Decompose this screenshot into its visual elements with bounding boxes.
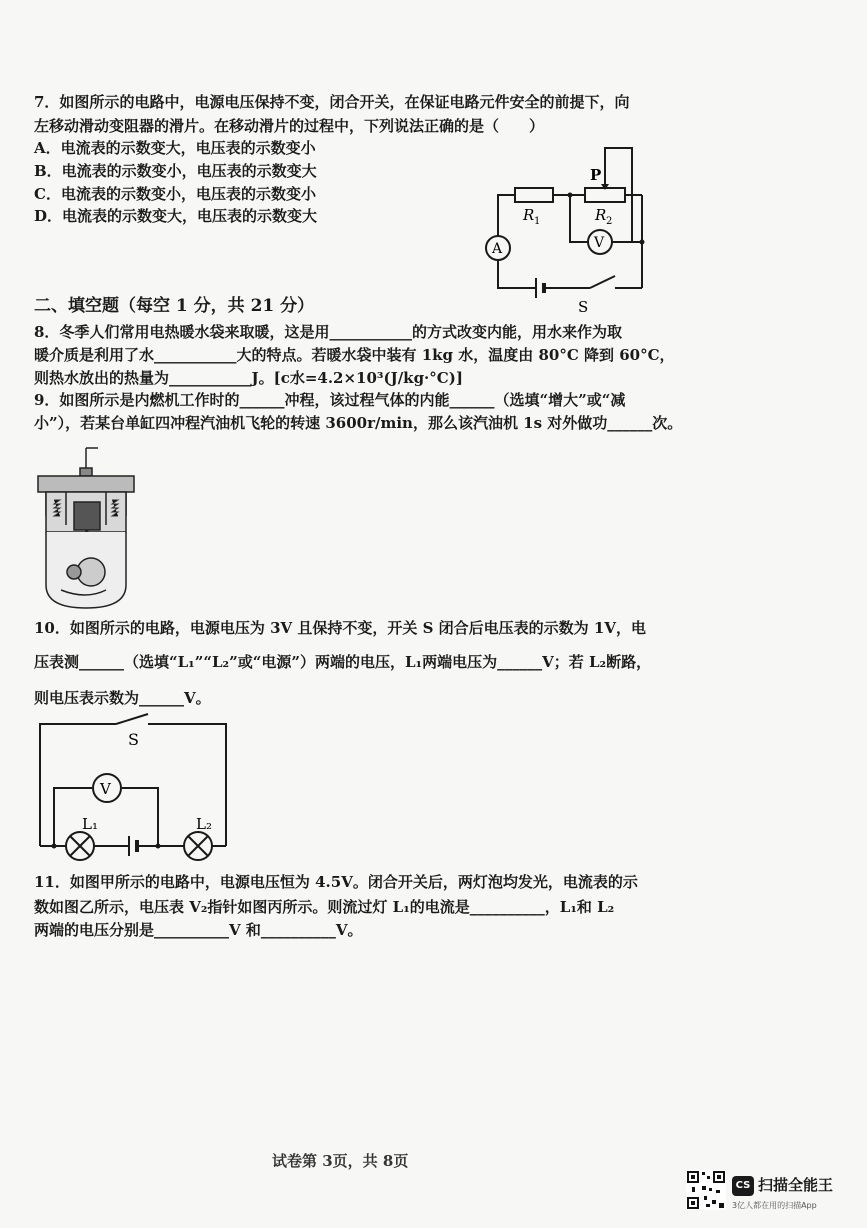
q10-line1: 10．如图所示的电路，电源电压为 3V 且保持不变，开关 S 闭合后电压表的示数为 1V，电: [34, 619, 646, 637]
section-title-fill-in: 二、填空题（每空 1 分，共 21 分）: [34, 296, 315, 316]
q7-r1-label: R: [523, 206, 535, 224]
q7-option-b: B．电流表的示数变小，电压表的示数变大: [34, 162, 317, 180]
scanner-app-name: 扫描全能王: [758, 1176, 834, 1194]
q7-stem-line2: 左移动滑动变阻器的滑片。在移动滑片的过程中，下列说法正确的是（ ）: [34, 117, 545, 135]
q7-stem-line1: 7．如图所示的电路中，电源电压保持不变，闭合开关，在保证电路元件安全的前提下，向: [34, 93, 630, 111]
q9-line1: 9．如图所示是内燃机工作时的______冲程，该过程气体的内能______（选填“增大”或“减: [34, 391, 626, 409]
page-footer: 试卷第 3页，共 8页: [272, 1152, 409, 1170]
q7-option-d: D．电流表的示数变大，电压表的示数变大: [34, 207, 318, 225]
q7-slider-label: P: [590, 166, 602, 184]
q9-line2: 小”），若某台单缸四冲程汽油机飞轮的转速 3600r/min，那么该汽油机 1s 对外做功______次。: [34, 414, 683, 432]
q7-circuit-diagram: [470, 140, 660, 315]
q10-line3: 则电压表示数为______V。: [34, 689, 211, 707]
scanner-badge: CS: [732, 1176, 754, 1196]
q7-option-c: C．电流表的示数变小，电压表的示数变小: [34, 185, 316, 203]
q11-line1: 11．如图甲所示的电路中，电源电压恒为 4.5V。闭合开关后，两灯泡均发光，电流表的示: [34, 873, 638, 891]
q10-voltmeter-label: V: [100, 780, 111, 798]
q8-line2: 暖介质是利用了水___________大的特点。若暖水袋中装有 1kg 水，温度由 80°C 降到 60°C，: [34, 346, 675, 364]
q7-r2-label: R: [595, 206, 607, 224]
q10-circuit-diagram: [36, 712, 236, 872]
q10-l1-label: L₁: [82, 815, 98, 833]
q11-line3: 两端的电压分别是__________V 和__________V。: [34, 921, 363, 939]
q10-line2: 压表测______（选填“L₁”“L₂”或“电源”）两端的电压，L₁两端电压为______V；若 L₂断路，: [34, 653, 652, 671]
q7-option-a: A．电流表的示数变大，电压表的示数变小: [34, 139, 316, 157]
qr-code-icon: [686, 1170, 726, 1210]
q8-line3: 则热水放出的热量为___________J。[c水=4.2×10³(J/kg·°C)]: [34, 369, 463, 387]
q10-l2-label: L₂: [196, 815, 212, 833]
q9-engine-illustration: [36, 440, 136, 612]
q7-voltmeter-label: V: [594, 235, 605, 251]
q8-line1: 8．冬季人们常用电热暖水袋来取暖，这是用___________的方式改变内能，用水来作为取: [34, 323, 622, 341]
q7-switch-label: S: [578, 298, 589, 315]
scanner-watermark: [686, 1168, 861, 1220]
q10-switch-label: S: [128, 730, 139, 749]
q7-r2-subscript: 2: [606, 216, 613, 227]
q7-r1-subscript: 1: [534, 216, 541, 227]
q7-ammeter-label: A: [492, 241, 503, 257]
q11-line2: 数如图乙所示，电压表 V₂指针如图丙所示。则流过灯 L₁的电流是__________，L₁和 L₂: [34, 898, 615, 916]
scanner-tagline: 3亿人都在用的扫描App: [732, 1201, 817, 1210]
